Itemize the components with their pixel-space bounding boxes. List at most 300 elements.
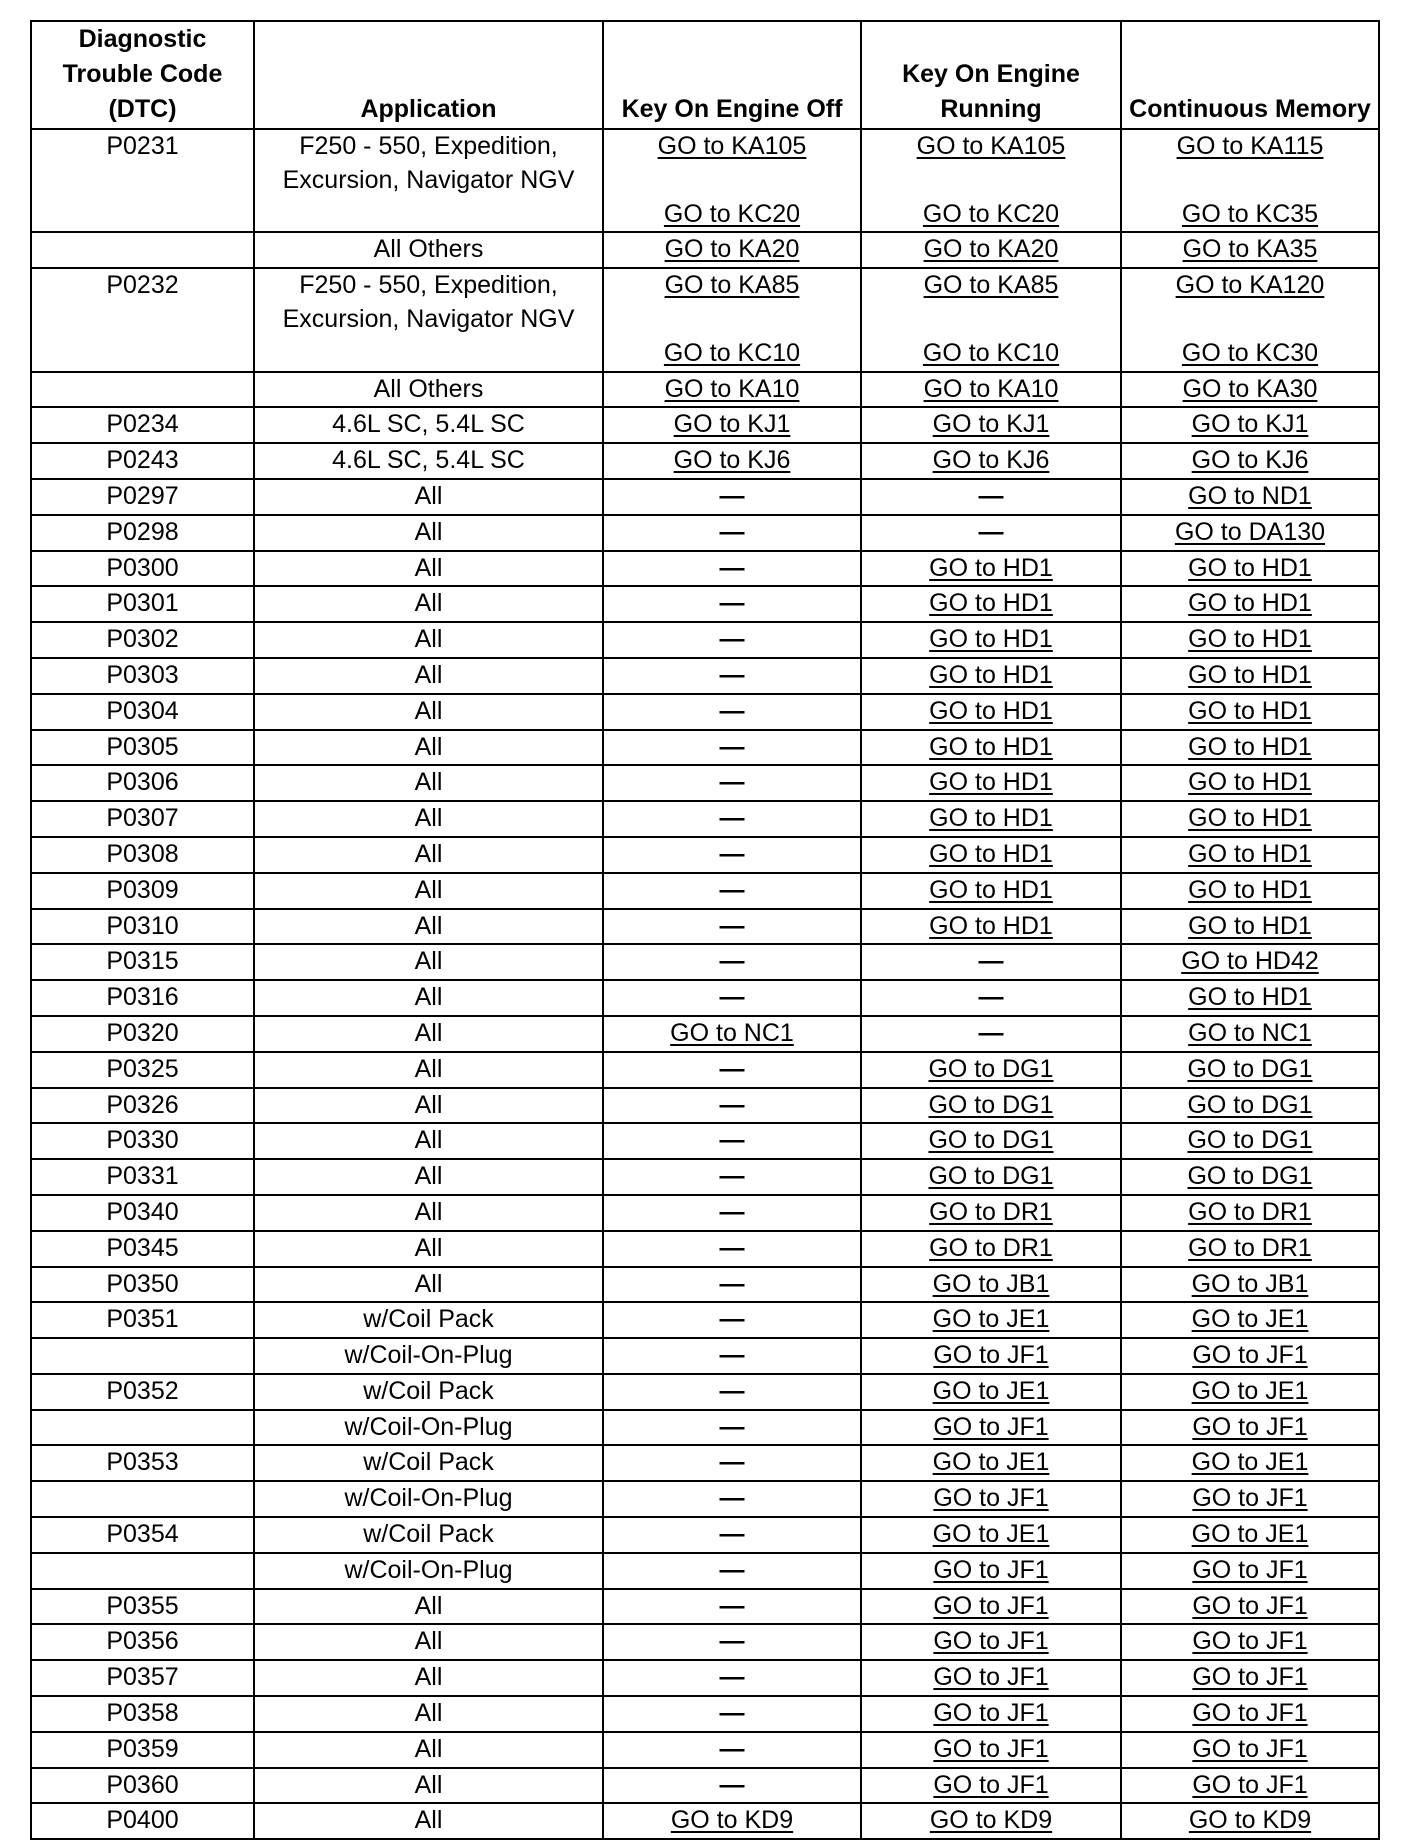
dtc-code-cell: P0325 — [31, 1052, 254, 1088]
key-on-engine-off-cell — [603, 1410, 861, 1446]
go-to-link[interactable]: GO to HD1 — [929, 911, 1053, 940]
table-row — [31, 1768, 1379, 1804]
key-on-engine-off-cell — [603, 1088, 861, 1124]
go-to-link[interactable]: GO to JF1 — [933, 1591, 1049, 1620]
continuous-memory-cell — [1121, 1267, 1379, 1303]
continuous-memory-cell — [1121, 1374, 1379, 1410]
table-row — [31, 658, 1379, 694]
not-applicable-dash: — — [719, 768, 745, 797]
dtc-code-cell: P0308 — [31, 837, 254, 873]
key-on-engine-off-cell — [603, 1803, 861, 1839]
go-to-link[interactable]: GO to HD1 — [929, 589, 1053, 618]
table-row — [31, 1374, 1379, 1410]
go-to-link[interactable]: GO to HD1 — [1188, 804, 1312, 833]
key-on-engine-off-cell — [603, 1016, 861, 1052]
key-on-engine-off-cell — [603, 944, 861, 980]
go-to-link[interactable]: GO to JF1 — [1192, 1770, 1308, 1799]
go-to-link[interactable]: GO to JB1 — [1191, 1269, 1309, 1298]
continuous-memory-cell — [1121, 407, 1379, 443]
table-row — [31, 980, 1379, 1016]
continuous-memory-cell — [1121, 515, 1379, 551]
application-cell: All — [254, 694, 603, 730]
go-to-link[interactable]: GO to KA35 — [1182, 235, 1318, 264]
go-to-link[interactable]: GO to JF1 — [933, 1734, 1049, 1763]
dtc-table-body — [31, 129, 1379, 1839]
stacked-links — [606, 269, 858, 370]
not-applicable-dash: — — [719, 1197, 745, 1226]
go-to-link[interactable]: GO to HD42 — [1181, 947, 1319, 976]
continuous-memory-cell — [1121, 1660, 1379, 1696]
dtc-code-cell: P0297 — [31, 479, 254, 515]
go-to-link[interactable]: GO to DR1 — [929, 1233, 1053, 1262]
go-to-link[interactable]: GO to KC30 — [1181, 338, 1319, 367]
application-cell: All — [254, 1660, 603, 1696]
key-on-engine-running-cell — [861, 407, 1121, 443]
continuous-memory-cell — [1121, 129, 1379, 232]
key-on-engine-running-cell — [861, 232, 1121, 268]
go-to-link[interactable]: GO to DA130 — [1174, 517, 1326, 546]
dtc-code-cell: P0298 — [31, 515, 254, 551]
key-on-engine-off-cell — [603, 1302, 861, 1338]
key-on-engine-off-cell — [603, 1159, 861, 1195]
go-to-link[interactable]: GO to DG1 — [928, 1162, 1054, 1191]
continuous-memory-cell — [1121, 232, 1379, 268]
key-on-engine-running-cell — [861, 694, 1121, 730]
go-to-link[interactable]: GO to JF1 — [933, 1555, 1049, 1584]
table-row — [31, 837, 1379, 873]
key-on-engine-running-cell — [861, 1159, 1121, 1195]
go-to-link[interactable]: GO to KJ6 — [932, 446, 1050, 475]
go-to-link[interactable]: GO to HD1 — [929, 553, 1053, 582]
dtc-code-cell: P0300 — [31, 551, 254, 587]
application-cell: All — [254, 944, 603, 980]
go-to-link[interactable]: GO to JE1 — [932, 1448, 1050, 1477]
go-to-link[interactable]: GO to HD1 — [929, 625, 1053, 654]
key-on-engine-running-cell — [861, 909, 1121, 945]
go-to-link[interactable]: GO to DG1 — [928, 1090, 1054, 1119]
header-key-on-engine-running: Key On Engine Running — [861, 21, 1121, 129]
key-on-engine-running-cell — [861, 765, 1121, 801]
key-on-engine-running-cell — [861, 1338, 1121, 1374]
key-on-engine-off-cell — [603, 622, 861, 658]
go-to-link[interactable]: GO to JF1 — [933, 1484, 1049, 1513]
go-to-link[interactable]: GO to DG1 — [928, 1054, 1054, 1083]
go-to-link[interactable]: GO to JF1 — [933, 1699, 1049, 1728]
continuous-memory-cell — [1121, 1553, 1379, 1589]
go-to-link[interactable]: GO to KC10 — [663, 338, 801, 367]
dtc-code-cell: P0340 — [31, 1195, 254, 1231]
application-cell: w/Coil Pack — [254, 1302, 603, 1338]
key-on-engine-running-cell — [861, 586, 1121, 622]
go-to-link[interactable]: GO to HD1 — [929, 696, 1053, 725]
go-to-link[interactable]: GO to DR1 — [1188, 1233, 1312, 1262]
go-to-link[interactable]: GO to DR1 — [929, 1197, 1053, 1226]
not-applicable-dash: — — [719, 1054, 745, 1083]
go-to-link[interactable]: GO to KA120 — [1175, 271, 1325, 300]
not-applicable-dash: — — [719, 1520, 745, 1549]
continuous-memory-cell — [1121, 1517, 1379, 1553]
go-to-link[interactable]: GO to KC10 — [922, 338, 1060, 367]
table-row — [31, 1803, 1379, 1839]
go-to-link[interactable]: GO to HD1 — [1188, 911, 1312, 940]
dtc-code-cell: P0307 — [31, 801, 254, 837]
key-on-engine-running-cell — [861, 1123, 1121, 1159]
key-on-engine-running-cell — [861, 1553, 1121, 1589]
go-to-link[interactable]: GO to HD1 — [929, 768, 1053, 797]
go-to-link[interactable]: GO to JB1 — [932, 1269, 1050, 1298]
go-to-link[interactable]: GO to DG1 — [1187, 1090, 1313, 1119]
not-applicable-dash: — — [719, 839, 745, 868]
not-applicable-dash: — — [719, 1341, 745, 1370]
go-to-link[interactable]: GO to HD1 — [1188, 768, 1312, 797]
go-to-link[interactable]: GO to KA85 — [664, 271, 800, 300]
key-on-engine-off-cell — [603, 1589, 861, 1625]
table-row — [31, 1088, 1379, 1124]
key-on-engine-off-cell — [603, 1696, 861, 1732]
not-applicable-dash: — — [719, 1627, 745, 1656]
go-to-link[interactable]: GO to KJ1 — [932, 410, 1050, 439]
go-to-link[interactable]: GO to KC35 — [1181, 199, 1319, 228]
key-on-engine-off-cell — [603, 837, 861, 873]
dtc-code-cell: P0345 — [31, 1231, 254, 1267]
go-to-link[interactable]: GO to DG1 — [1187, 1162, 1313, 1191]
go-to-link[interactable]: GO to KA10 — [664, 374, 800, 403]
key-on-engine-off-cell — [603, 1374, 861, 1410]
continuous-memory-cell — [1121, 622, 1379, 658]
go-to-link[interactable]: GO to JF1 — [1192, 1734, 1308, 1763]
application-cell: All — [254, 586, 603, 622]
continuous-memory-cell — [1121, 372, 1379, 408]
key-on-engine-off-cell — [603, 980, 861, 1016]
not-applicable-dash: — — [719, 1663, 745, 1692]
not-applicable-dash: — — [719, 1734, 745, 1763]
go-to-link[interactable]: GO to JF1 — [1192, 1699, 1308, 1728]
go-to-link[interactable]: GO to JF1 — [1192, 1663, 1308, 1692]
key-on-engine-running-cell — [861, 1302, 1121, 1338]
table-row — [31, 1267, 1379, 1303]
go-to-link[interactable]: GO to KJ6 — [1191, 446, 1309, 475]
go-to-link[interactable]: GO to HD1 — [1188, 732, 1312, 761]
not-applicable-dash: — — [978, 517, 1004, 546]
table-row — [31, 1052, 1379, 1088]
dtc-code-cell — [31, 232, 254, 268]
application-cell: All — [254, 1589, 603, 1625]
go-to-link[interactable]: GO to DR1 — [1188, 1197, 1312, 1226]
key-on-engine-running-cell — [861, 944, 1121, 980]
go-to-link[interactable]: GO to JE1 — [932, 1305, 1050, 1334]
table-row — [31, 232, 1379, 268]
key-on-engine-off-cell — [603, 801, 861, 837]
key-on-engine-off-cell — [603, 551, 861, 587]
dtc-code-cell: P0351 — [31, 1302, 254, 1338]
application-cell: 4.6L SC, 5.4L SC — [254, 443, 603, 479]
key-on-engine-running-cell — [861, 129, 1121, 232]
go-to-link[interactable]: GO to HD1 — [1188, 660, 1312, 689]
go-to-link[interactable]: GO to JF1 — [1192, 1555, 1308, 1584]
application-cell: All — [254, 551, 603, 587]
key-on-engine-running-cell — [861, 1445, 1121, 1481]
go-to-link[interactable]: GO to KA30 — [1182, 374, 1318, 403]
continuous-memory-cell — [1121, 837, 1379, 873]
key-on-engine-off-cell — [603, 1445, 861, 1481]
not-applicable-dash: — — [719, 1162, 745, 1191]
dtc-code-cell: P0354 — [31, 1517, 254, 1553]
stacked-links — [1124, 130, 1376, 231]
not-applicable-dash: — — [719, 1770, 745, 1799]
dtc-code-cell: P0353 — [31, 1445, 254, 1481]
key-on-engine-off-cell — [603, 730, 861, 766]
continuous-memory-cell — [1121, 551, 1379, 587]
dtc-code-cell: P0304 — [31, 694, 254, 730]
go-to-link[interactable]: GO to KJ6 — [673, 446, 791, 475]
table-row — [31, 1553, 1379, 1589]
go-to-link[interactable]: GO to HD1 — [929, 839, 1053, 868]
key-on-engine-off-cell — [603, 1123, 861, 1159]
dtc-code-cell: P0302 — [31, 622, 254, 658]
key-on-engine-off-cell — [603, 873, 861, 909]
not-applicable-dash: — — [978, 481, 1004, 510]
go-to-link[interactable]: GO to JE1 — [1191, 1376, 1309, 1405]
stacked-links — [1124, 269, 1376, 370]
go-to-link[interactable]: GO to KC20 — [663, 199, 801, 228]
key-on-engine-running-cell — [861, 1768, 1121, 1804]
go-to-link[interactable]: GO to KA105 — [657, 132, 807, 160]
application-cell: All — [254, 1088, 603, 1124]
go-to-link[interactable]: GO to HD1 — [929, 732, 1053, 761]
key-on-engine-running-cell — [861, 1589, 1121, 1625]
dtc-code-cell: P0356 — [31, 1624, 254, 1660]
dtc-code-cell: P0309 — [31, 873, 254, 909]
go-to-link[interactable]: GO to ND1 — [1188, 481, 1312, 510]
application-cell: All — [254, 1267, 603, 1303]
dtc-code-cell: P0326 — [31, 1088, 254, 1124]
not-applicable-dash: — — [719, 660, 745, 689]
continuous-memory-cell — [1121, 1231, 1379, 1267]
dtc-code-cell: P0306 — [31, 765, 254, 801]
key-on-engine-off-cell — [603, 407, 861, 443]
go-to-link[interactable]: GO to DG1 — [928, 1126, 1054, 1155]
application-cell: All — [254, 479, 603, 515]
application-cell: All — [254, 1195, 603, 1231]
key-on-engine-running-cell — [861, 873, 1121, 909]
application-cell: w/Coil-On-Plug — [254, 1338, 603, 1374]
not-applicable-dash: — — [719, 947, 745, 976]
stacked-links — [864, 130, 1118, 231]
application-cell: All — [254, 622, 603, 658]
go-to-link[interactable]: GO to JF1 — [933, 1770, 1049, 1799]
not-applicable-dash: — — [719, 1126, 745, 1155]
go-to-link[interactable]: GO to DG1 — [1187, 1126, 1313, 1155]
header-continuous-memory: Continuous Memory — [1121, 21, 1379, 129]
go-to-link[interactable]: GO to HD1 — [929, 660, 1053, 689]
key-on-engine-off-cell — [603, 658, 861, 694]
key-on-engine-off-cell — [603, 372, 861, 408]
table-row — [31, 1231, 1379, 1267]
go-to-link[interactable]: GO to KJ1 — [1191, 410, 1309, 439]
continuous-memory-cell — [1121, 268, 1379, 371]
go-to-link[interactable]: GO to HD1 — [929, 875, 1053, 904]
continuous-memory-cell — [1121, 944, 1379, 980]
key-on-engine-running-cell — [861, 1195, 1121, 1231]
go-to-link[interactable]: GO to JF1 — [1192, 1341, 1308, 1370]
go-to-link[interactable]: GO to JE1 — [932, 1376, 1050, 1405]
table-row — [31, 801, 1379, 837]
not-applicable-dash: — — [719, 1555, 745, 1584]
application-cell: All — [254, 1732, 603, 1768]
continuous-memory-cell — [1121, 1732, 1379, 1768]
key-on-engine-off-cell — [603, 515, 861, 551]
not-applicable-dash: — — [719, 1090, 745, 1119]
go-to-link[interactable]: GO to KA20 — [664, 235, 800, 264]
continuous-memory-cell — [1121, 443, 1379, 479]
continuous-memory-cell — [1121, 909, 1379, 945]
not-applicable-dash: — — [719, 1233, 745, 1262]
go-to-link[interactable]: GO to JF1 — [933, 1341, 1049, 1370]
table-row — [31, 730, 1379, 766]
go-to-link[interactable]: GO to DG1 — [1187, 1054, 1313, 1083]
dtc-code-cell: P0234 — [31, 407, 254, 443]
go-to-link[interactable]: GO to JF1 — [1192, 1591, 1308, 1620]
table-row — [31, 443, 1379, 479]
key-on-engine-running-cell — [861, 801, 1121, 837]
go-to-link[interactable]: GO to JF1 — [1192, 1627, 1308, 1656]
go-to-link[interactable]: GO to KA105 — [916, 132, 1066, 160]
application-cell: w/Coil Pack — [254, 1445, 603, 1481]
go-to-link[interactable]: GO to JF1 — [933, 1412, 1049, 1441]
continuous-memory-cell — [1121, 1052, 1379, 1088]
go-to-link[interactable]: GO to NC1 — [1188, 1018, 1312, 1047]
table-row — [31, 1195, 1379, 1231]
key-on-engine-running-cell — [861, 479, 1121, 515]
go-to-link[interactable]: GO to KA115 — [1176, 132, 1324, 160]
dtc-code-cell: P0301 — [31, 586, 254, 622]
table-row — [31, 1302, 1379, 1338]
go-to-link[interactable]: GO to KJ1 — [673, 410, 791, 439]
key-on-engine-running-cell — [861, 1267, 1121, 1303]
dtc-code-cell: P0315 — [31, 944, 254, 980]
go-to-link[interactable]: GO to NC1 — [670, 1018, 794, 1047]
dtc-code-cell: P0350 — [31, 1267, 254, 1303]
go-to-link[interactable]: GO to JF1 — [933, 1663, 1049, 1692]
table-row — [31, 1481, 1379, 1517]
dtc-table-wrapper — [30, 20, 1380, 1840]
go-to-link[interactable]: GO to KA85 — [923, 271, 1059, 300]
key-on-engine-running-cell — [861, 1410, 1121, 1446]
application-cell: All — [254, 909, 603, 945]
key-on-engine-running-cell — [861, 622, 1121, 658]
not-applicable-dash: — — [719, 1412, 745, 1441]
key-on-engine-running-cell — [861, 551, 1121, 587]
continuous-memory-cell — [1121, 873, 1379, 909]
key-on-engine-running-cell — [861, 1803, 1121, 1839]
application-cell: w/Coil-On-Plug — [254, 1481, 603, 1517]
go-to-link[interactable]: GO to HD1 — [1188, 553, 1312, 582]
dtc-code-cell — [31, 1481, 254, 1517]
go-to-link[interactable]: GO to JF1 — [1192, 1412, 1308, 1441]
go-to-link[interactable]: GO to JE1 — [1191, 1448, 1309, 1477]
dtc-code-cell — [31, 1553, 254, 1589]
go-to-link[interactable]: GO to KD9 — [1188, 1806, 1312, 1835]
dtc-code-cell: P0358 — [31, 1696, 254, 1732]
go-to-link[interactable]: GO to JE1 — [1191, 1305, 1309, 1334]
dtc-code-cell: P0360 — [31, 1768, 254, 1804]
dtc-table — [30, 20, 1380, 1840]
header-application: Application — [254, 21, 603, 129]
application-cell: All — [254, 980, 603, 1016]
table-row — [31, 944, 1379, 980]
go-to-link[interactable]: GO to HD1 — [1188, 983, 1312, 1012]
table-row — [31, 1338, 1379, 1374]
not-applicable-dash: — — [719, 804, 745, 833]
go-to-link[interactable]: GO to HD1 — [1188, 839, 1312, 868]
key-on-engine-off-cell — [603, 232, 861, 268]
dtc-code-cell: P0303 — [31, 658, 254, 694]
table-row — [31, 586, 1379, 622]
continuous-memory-cell — [1121, 980, 1379, 1016]
not-applicable-dash: — — [719, 1591, 745, 1620]
go-to-link[interactable]: GO to JE1 — [1191, 1520, 1309, 1549]
continuous-memory-cell — [1121, 1696, 1379, 1732]
dtc-code-cell: P0320 — [31, 1016, 254, 1052]
go-to-link[interactable]: GO to HD1 — [1188, 875, 1312, 904]
key-on-engine-off-cell — [603, 1231, 861, 1267]
go-to-link[interactable]: GO to JF1 — [933, 1627, 1049, 1656]
table-row — [31, 407, 1379, 443]
table-row — [31, 1123, 1379, 1159]
go-to-link[interactable]: GO to KA20 — [923, 235, 1059, 264]
not-applicable-dash: — — [978, 983, 1004, 1012]
not-applicable-dash: — — [719, 481, 745, 510]
key-on-engine-running-cell — [861, 1624, 1121, 1660]
key-on-engine-off-cell — [603, 1267, 861, 1303]
go-to-link[interactable]: GO to HD1 — [1188, 696, 1312, 725]
key-on-engine-off-cell — [603, 1660, 861, 1696]
dtc-code-cell: P0231 — [31, 129, 254, 232]
go-to-link[interactable]: GO to KA10 — [923, 374, 1059, 403]
not-applicable-dash: — — [719, 1376, 745, 1405]
key-on-engine-running-cell — [861, 1481, 1121, 1517]
go-to-link[interactable]: GO to KD9 — [929, 1806, 1053, 1835]
application-cell: All — [254, 730, 603, 766]
go-to-link[interactable]: GO to JF1 — [1192, 1484, 1308, 1513]
table-row — [31, 873, 1379, 909]
go-to-link[interactable]: GO to HD1 — [1188, 589, 1312, 618]
go-to-link[interactable]: GO to KD9 — [670, 1806, 794, 1835]
not-applicable-dash: — — [719, 517, 745, 546]
go-to-link[interactable]: GO to HD1 — [929, 804, 1053, 833]
continuous-memory-cell — [1121, 1016, 1379, 1052]
dtc-code-cell — [31, 372, 254, 408]
not-applicable-dash: — — [719, 1484, 745, 1513]
go-to-link[interactable]: GO to KC20 — [922, 199, 1060, 228]
header-row — [31, 21, 1379, 129]
key-on-engine-running-cell — [861, 515, 1121, 551]
not-applicable-dash: — — [978, 947, 1004, 976]
application-cell: All — [254, 1052, 603, 1088]
continuous-memory-cell — [1121, 1445, 1379, 1481]
continuous-memory-cell — [1121, 1123, 1379, 1159]
key-on-engine-off-cell — [603, 1768, 861, 1804]
continuous-memory-cell — [1121, 1338, 1379, 1374]
key-on-engine-off-cell — [603, 1553, 861, 1589]
key-on-engine-off-cell — [603, 1517, 861, 1553]
application-cell: 4.6L SC, 5.4L SC — [254, 407, 603, 443]
continuous-memory-cell — [1121, 1481, 1379, 1517]
go-to-link[interactable]: GO to JE1 — [932, 1520, 1050, 1549]
go-to-link[interactable]: GO to HD1 — [1188, 625, 1312, 654]
dtc-code-cell: P0357 — [31, 1660, 254, 1696]
key-on-engine-running-cell — [861, 837, 1121, 873]
